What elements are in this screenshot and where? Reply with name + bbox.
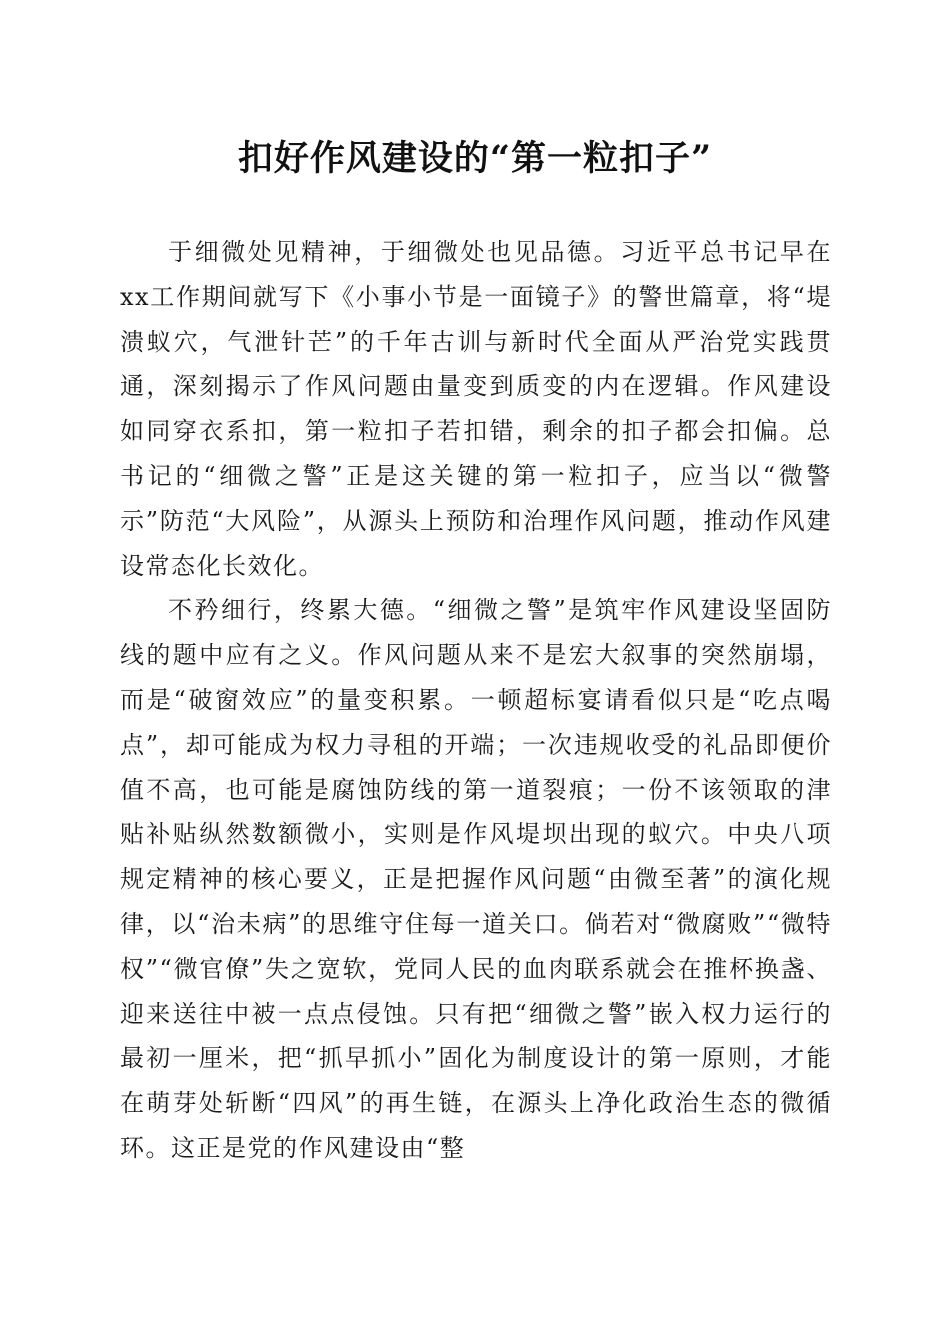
document-title: 扣好作风建设的“第一粒扣子” [237,138,713,179]
paragraph-2: 不矜细行，终累大德。“细微之警”是筑牢作风建设坚固防线的题中应有之义。作风问题从来不是宏大叙事的突然崩塌，而是“破窗效应”的量变积累。一顿超标宴请看似只是“吃点喝点”，却可能成为权力寻租的开端；一次违规收受的礼品即便价值不高，也可能是腐蚀防线的第一道裂痕；一份不该领取的津贴补贴纵然数额微小，实则是作风堤坝出现的蚁穴。中央八项规定精神的核心要义，正是把握作风问题“由微至著”的演化规律，以“治未病”的思维守住每一道关口。倘若对“微腐败”“微特权”“微官僚”失之宽软，党同人民的血肉联系就会在推杯换盏、迎来送往中被一点点侵蚀。只有把“细微之警”嵌入权力运行的最初一厘米，把“抓早抓小”固化为制度设计的第一原则，才能在萌芽处斩断“四风”的再生链，在源头上净化政治生态的微循环。这正是党的作风建设由“整 [120,596,832,1162]
document-body [120,230,832,1171]
paragraph-1: 于细微处见精神，于细微处也见品德。习近平总书记早在xx工作期间就写下《小事小节是一面镜子》的警世篇章，将“堤溃蚁穴，气泄针芒”的千年古训与新时代全面从严治党实践贯通，深刻揭示了作风问题由量变到质变的内在逻辑。作风建设如同穿衣系扣，第一粒扣子若扣错，剩余的扣子都会扣偏。总书记的“细微之警”正是这关键的第一粒扣子，应当以“微警示”防范“大风险”，从源头上预防和治理作风问题，推动作风建设常态化长效化。 [120,238,832,580]
